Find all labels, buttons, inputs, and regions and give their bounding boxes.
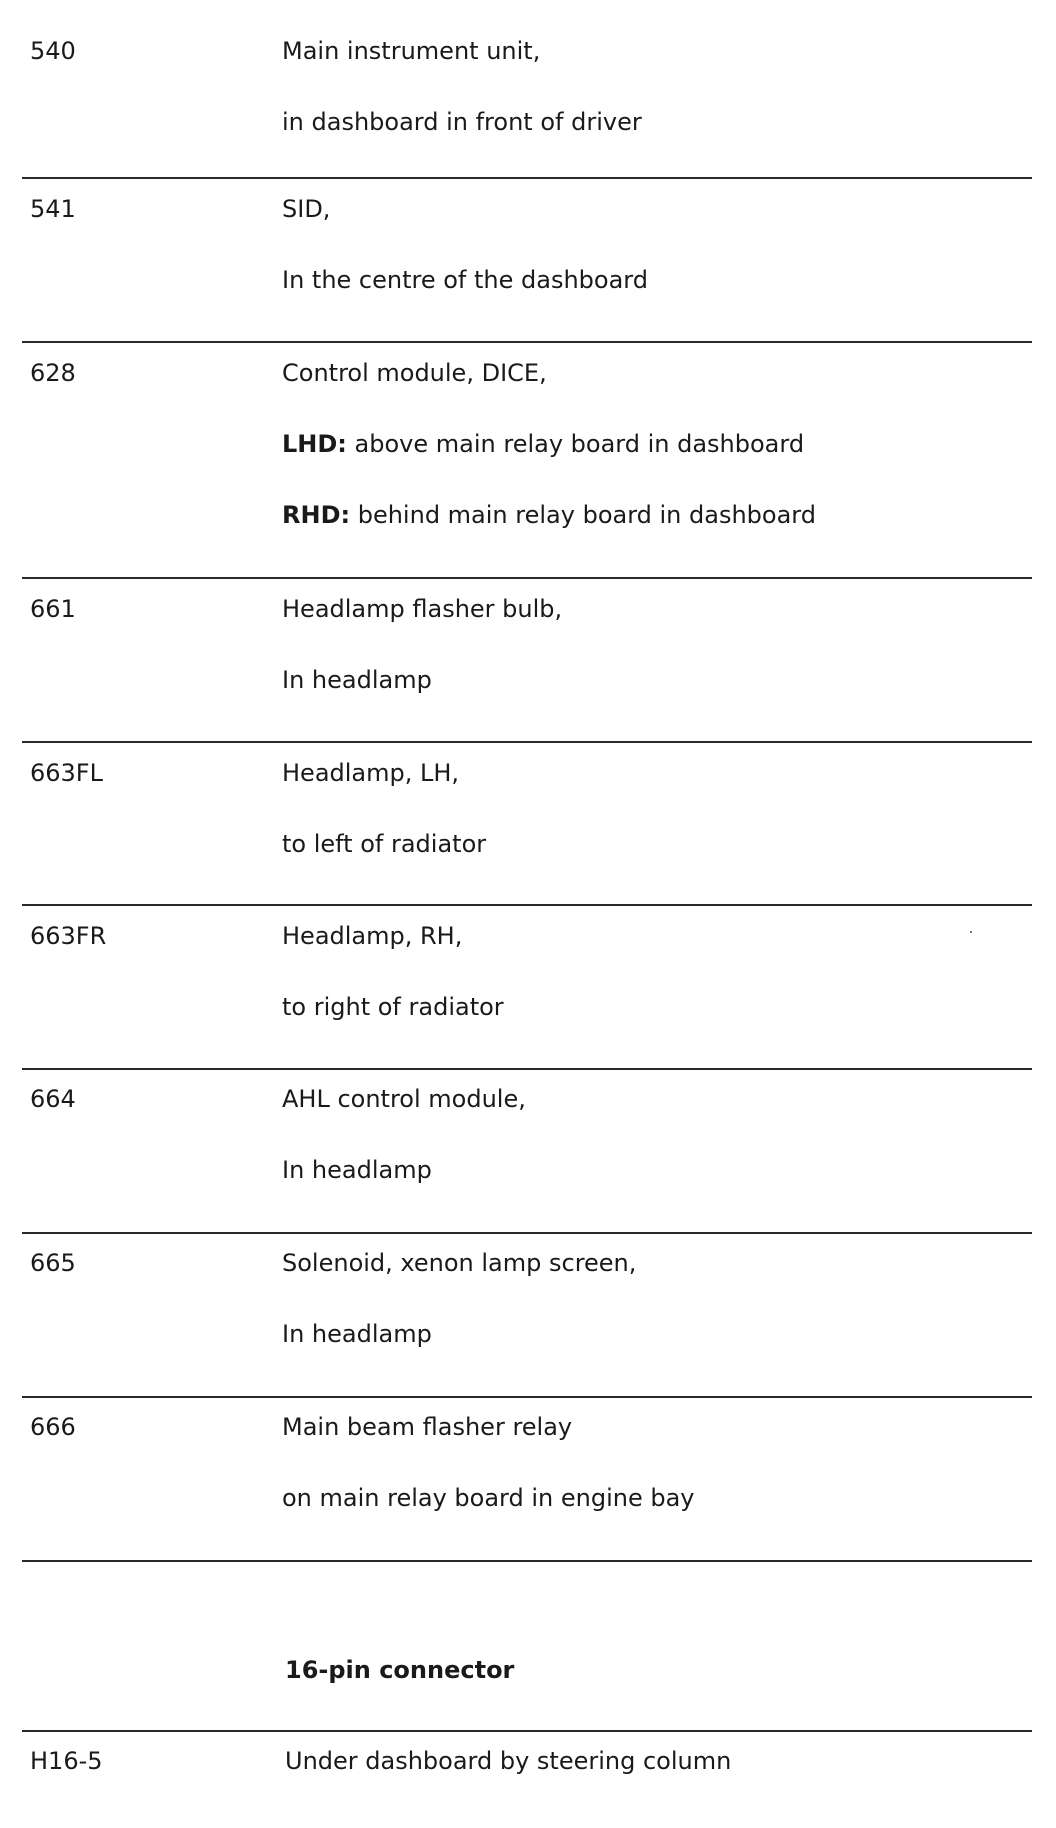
rhd-label: RHD:: [282, 501, 351, 529]
description-line: Main beam flasher relay: [282, 1413, 573, 1441]
description-line: SID,: [282, 195, 331, 223]
description-line: Solenoid, xenon lamp screen,: [282, 1249, 637, 1277]
component-description: [282, 1248, 1022, 1390]
description-line: Headlamp, RH,: [282, 922, 463, 950]
component-code: 663FR: [30, 922, 107, 950]
component-description: [282, 36, 1022, 178]
section-divider: [22, 1730, 1032, 1732]
component-description: [282, 758, 1022, 900]
row-divider: [22, 341, 1032, 343]
lhd-location-line: [282, 429, 1022, 459]
location-line: In headlamp: [282, 666, 432, 694]
rhd-location-text: behind main relay board in dashboard: [350, 501, 816, 529]
location-line: to left of radiator: [282, 830, 487, 858]
section-heading: 16-pin connector: [285, 1656, 515, 1684]
component-description: [282, 194, 1022, 336]
scan-speck: [970, 931, 972, 933]
location-line: to right of radiator: [282, 993, 504, 1021]
row-divider: [22, 1560, 1032, 1562]
row-divider: [22, 1396, 1032, 1398]
row-divider: [22, 577, 1032, 579]
row-divider: [22, 1068, 1032, 1070]
location-line: In headlamp: [282, 1156, 432, 1184]
rhd-location-line: [282, 500, 1022, 530]
component-description: [282, 1412, 1022, 1554]
component-description: [282, 1084, 1022, 1226]
row-divider: [22, 177, 1032, 179]
component-code: 628: [30, 359, 76, 387]
component-code: 666: [30, 1413, 76, 1441]
row-divider: [22, 1232, 1032, 1234]
description-line: Main instrument unit,: [282, 37, 541, 65]
connector-description: [285, 1746, 1025, 1817]
component-description: [282, 358, 1022, 571]
component-code: 663FL: [30, 759, 103, 787]
location-line: Under dashboard by steering column: [285, 1747, 732, 1775]
location-line: In headlamp: [282, 1320, 432, 1348]
description-line: Control module, DICE,: [282, 359, 547, 387]
lhd-location-text: above main relay board in dashboard: [346, 430, 805, 458]
row-divider: [22, 741, 1032, 743]
component-description: [282, 921, 1022, 1063]
component-description: [282, 594, 1022, 736]
component-code: 664: [30, 1085, 76, 1113]
row-divider: [22, 904, 1032, 906]
component-code: 665: [30, 1249, 76, 1277]
lhd-label: LHD:: [282, 430, 347, 458]
location-line: In the centre of the dashboard: [282, 266, 648, 294]
description-line: Headlamp flasher bulb,: [282, 595, 563, 623]
description-line: AHL control module,: [282, 1085, 526, 1113]
component-code: 661: [30, 595, 76, 623]
location-line: in dashboard in front of driver: [282, 108, 642, 136]
component-code: 541: [30, 195, 76, 223]
description-line: Headlamp, LH,: [282, 759, 460, 787]
connector-code: H16-5: [30, 1747, 103, 1775]
component-code: 540: [30, 37, 76, 65]
location-line: on main relay board in engine bay: [282, 1484, 695, 1512]
